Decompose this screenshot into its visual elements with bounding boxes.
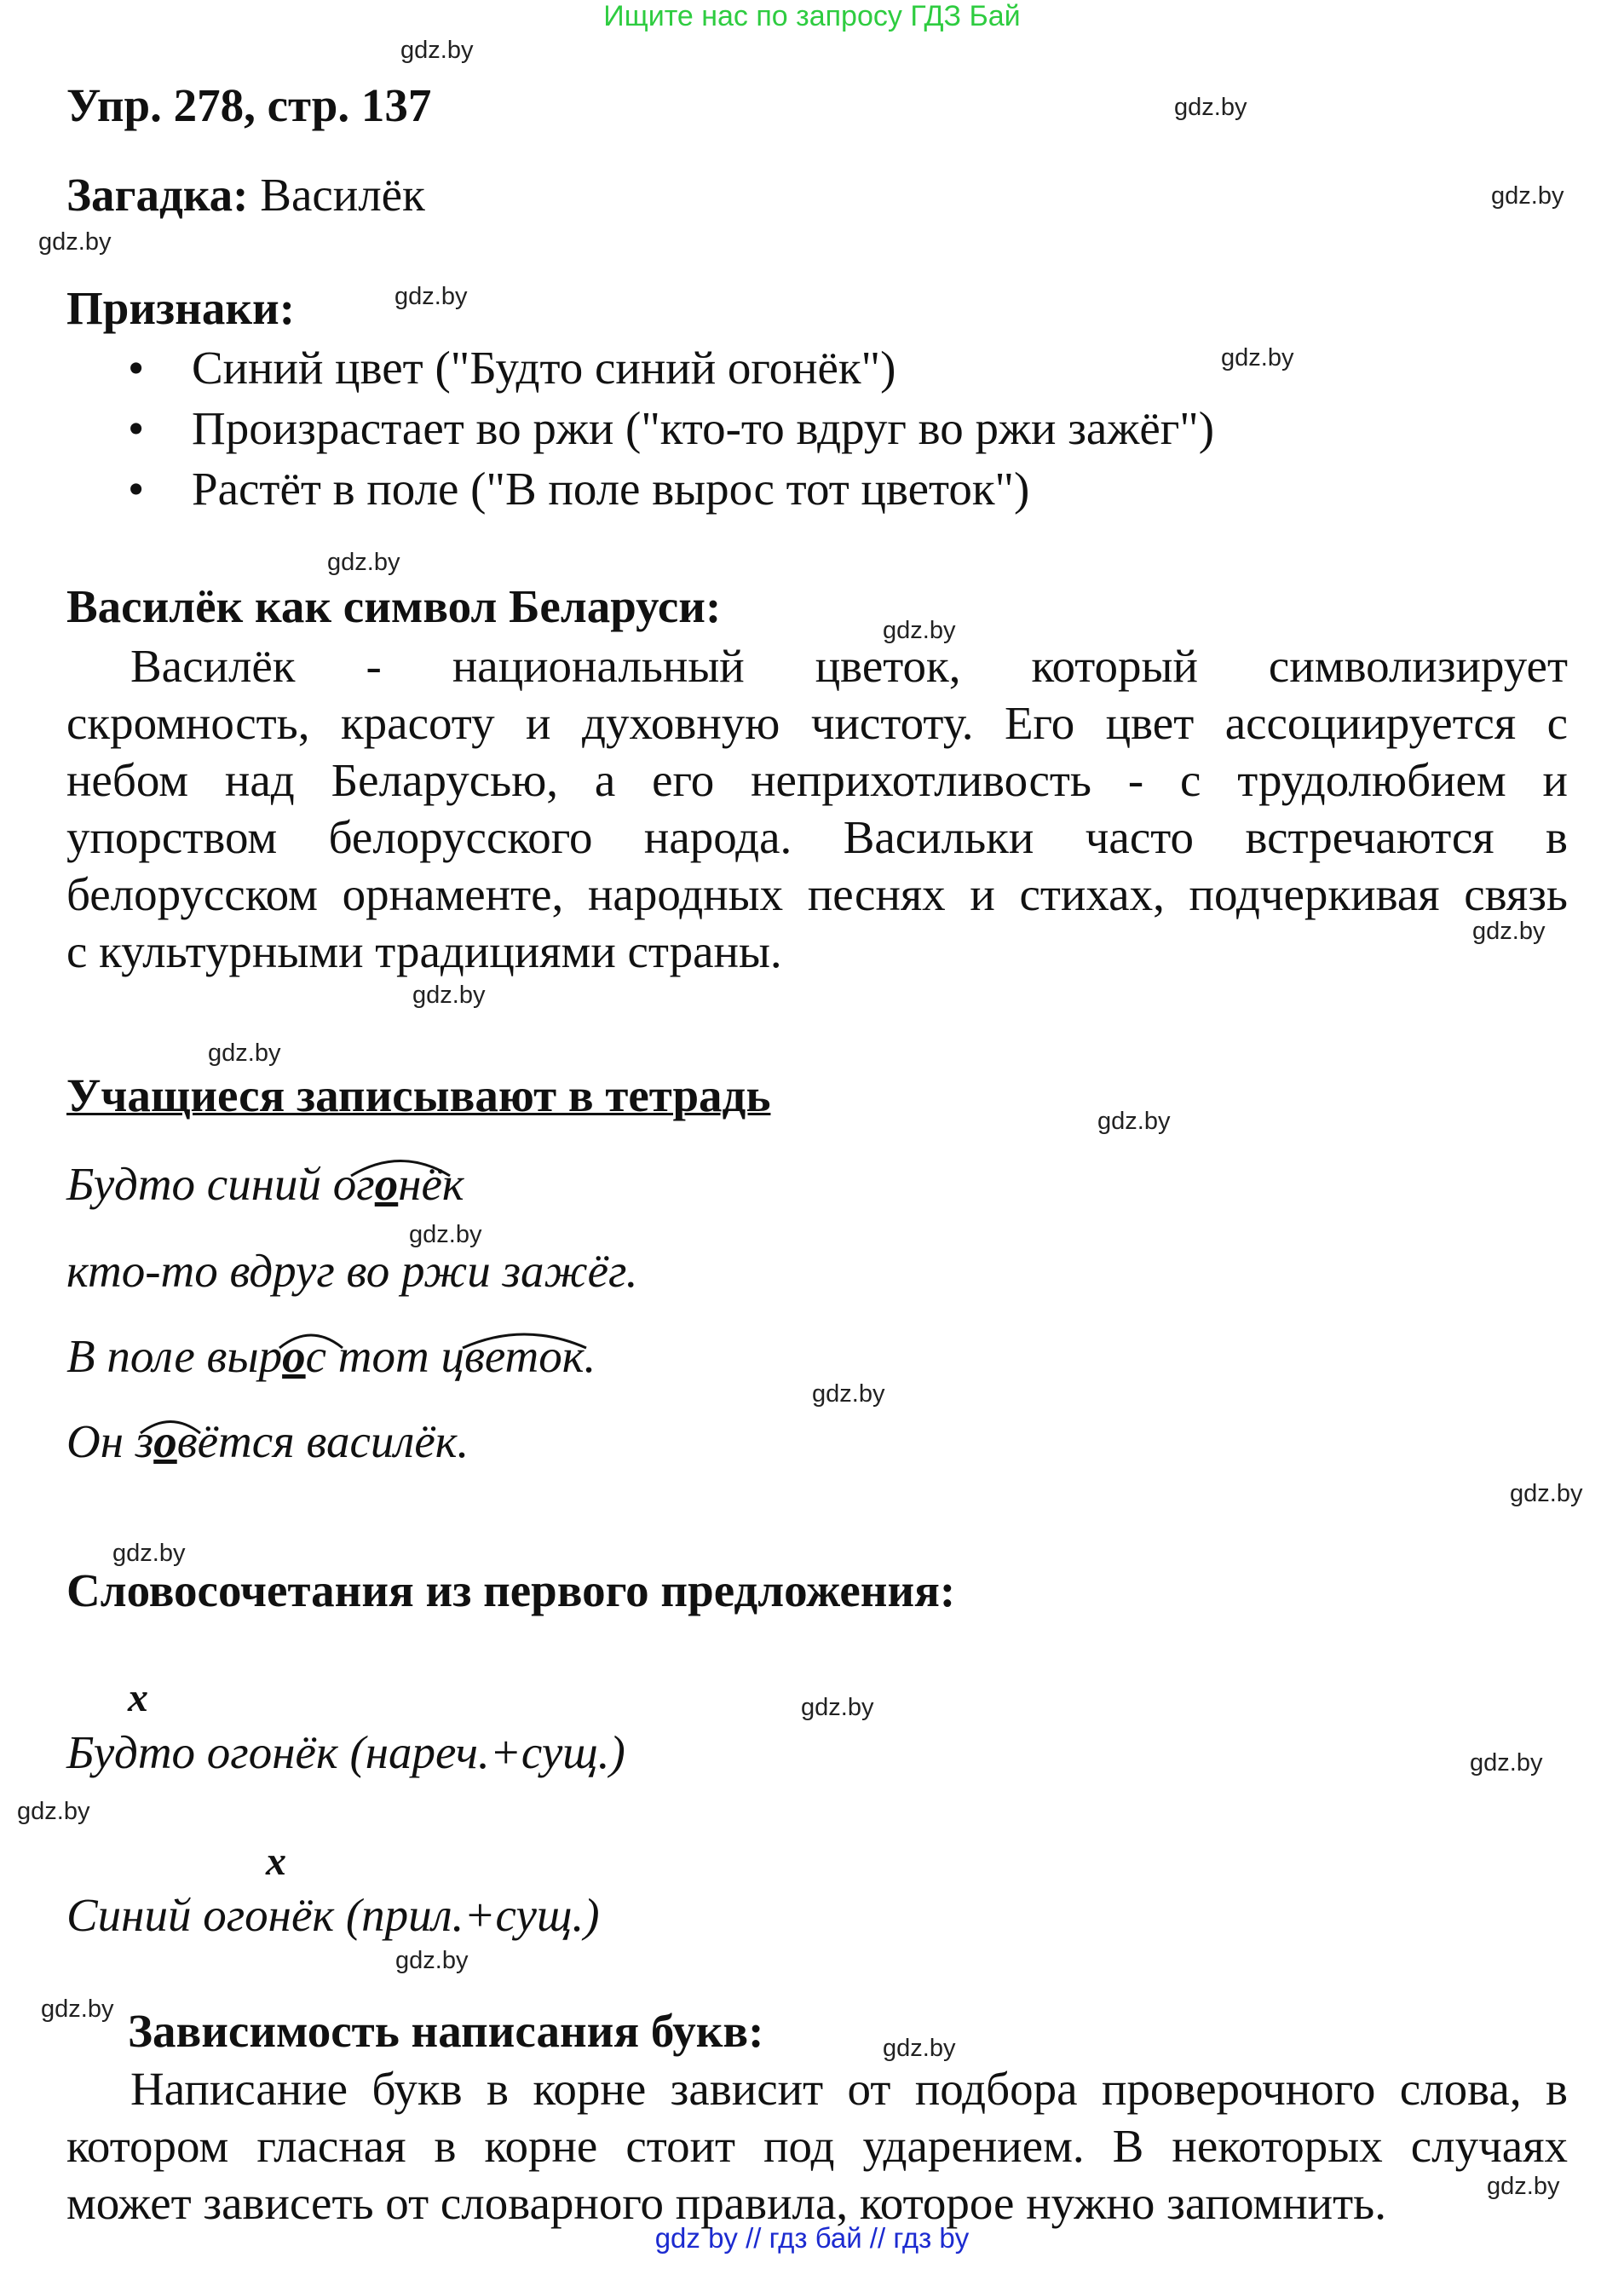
- watermark: gdz.by: [1510, 1480, 1583, 1507]
- riddle-label: Загадка:: [66, 169, 249, 221]
- watermark: gdz.by: [38, 228, 112, 256]
- riddle-answer: Василёк: [260, 169, 425, 221]
- paragraph-line: небом над Беларусью, а его неприхотливость - с трудолюбием и: [66, 754, 1568, 806]
- notebook-heading: Учащиеся записывают в тетрадь: [66, 1069, 771, 1121]
- watermark: gdz.by: [812, 1380, 885, 1408]
- watermark: gdz.by: [1472, 918, 1546, 945]
- watermark: gdz.by: [409, 1221, 482, 1248]
- watermark: gdz.by: [883, 2035, 956, 2062]
- list-item: • Синий цвет ("Будто синий огонёк"): [128, 342, 896, 394]
- highlighted-vowel: о: [282, 1330, 306, 1382]
- paragraph-line: белорусском орнаменте, народных песнях и стихах, подчеркивая связь: [66, 868, 1568, 920]
- watermark: gdz.by: [112, 1540, 186, 1567]
- riddle-line: [66, 168, 425, 222]
- highlighted-vowel: о: [374, 1158, 399, 1210]
- watermark: gdz.by: [1221, 344, 1294, 371]
- signs-heading: Признаки:: [66, 282, 296, 334]
- watermark: gdz.by: [208, 1039, 281, 1067]
- paragraph-line: упорством белорусского народа. Васильки часто встречаются в: [66, 811, 1568, 863]
- paragraph-line: котором гласная в корне стоит под ударением. В некоторых случаях: [66, 2120, 1568, 2172]
- poem-line-1: Будто синий огонёк: [66, 1158, 464, 1210]
- watermark: gdz.by: [1491, 182, 1564, 210]
- watermark: gdz.by: [395, 1947, 469, 1974]
- symbol-heading: Василёк как символ Беларуси:: [66, 580, 722, 632]
- list-item: • Растёт в поле ("В поле вырос тот цветок"): [128, 463, 1030, 515]
- poem-line-2: кто-то вдруг во ржи зажёг.: [66, 1245, 638, 1297]
- list-item: • Произрастает во ржи ("кто-то вдруг во ржи зажёг"): [128, 402, 1215, 454]
- phrases-heading: Словосочетания из первого предложения:: [66, 1564, 956, 1616]
- watermark: gdz.by: [801, 1694, 874, 1721]
- paragraph-line: Василёк - национальный цветок, который символизирует: [130, 640, 1568, 692]
- paragraph-line: скромность, красоту и духовную чистоту. Его цвет ассоциируется с: [66, 697, 1568, 749]
- watermark: gdz.by: [412, 982, 486, 1009]
- watermark: gdz.by: [1174, 94, 1247, 121]
- watermark: gdz.by: [17, 1798, 90, 1825]
- dependency-paragraph: [66, 2060, 1568, 2232]
- poem-line-3: В поле вырос тот цветок.: [66, 1330, 596, 1382]
- watermark: gdz.by: [400, 37, 474, 64]
- watermark: gdz.by: [394, 283, 468, 310]
- symbol-paragraph: [66, 637, 1568, 980]
- watermark: gdz.by: [327, 549, 400, 576]
- poem-line-4: Он зовётся василёк.: [66, 1415, 469, 1467]
- top-banner: Ищите нас по запросу ГДЗ Бай: [603, 0, 1021, 32]
- phrase-item: Синий огонёк (прил.+сущ.): [66, 1889, 600, 1941]
- watermark: gdz.by: [1097, 1108, 1171, 1135]
- phrase-item: Будто огонёк (нареч.+сущ.): [66, 1726, 625, 1778]
- bullet-icon: •: [128, 402, 145, 454]
- paragraph-line: Написание букв в корне зависит от подбора проверочного слова, в: [130, 2063, 1568, 2115]
- bullet-icon: •: [128, 342, 145, 394]
- bullet-icon: •: [128, 463, 145, 515]
- exercise-title: Упр. 278, стр. 137: [66, 79, 432, 131]
- watermark: gdz.by: [1470, 1749, 1543, 1777]
- watermark: gdz.by: [41, 1995, 114, 2023]
- bottom-banner[interactable]: gdz by // гдз бай // гдз by: [654, 2222, 970, 2254]
- paragraph-line: может зависеть от словарного правила, которое нужно запомнить.: [66, 2177, 1386, 2229]
- watermark: gdz.by: [1487, 2173, 1560, 2200]
- main-word-mark: x: [266, 1839, 286, 1884]
- main-word-mark: x: [128, 1675, 148, 1720]
- highlighted-vowel: о: [153, 1415, 177, 1467]
- paragraph-line: с культурными традициями страны.: [66, 925, 782, 977]
- watermark: gdz.by: [883, 617, 956, 644]
- dependency-heading: Зависимость написания букв:: [128, 2005, 764, 2057]
